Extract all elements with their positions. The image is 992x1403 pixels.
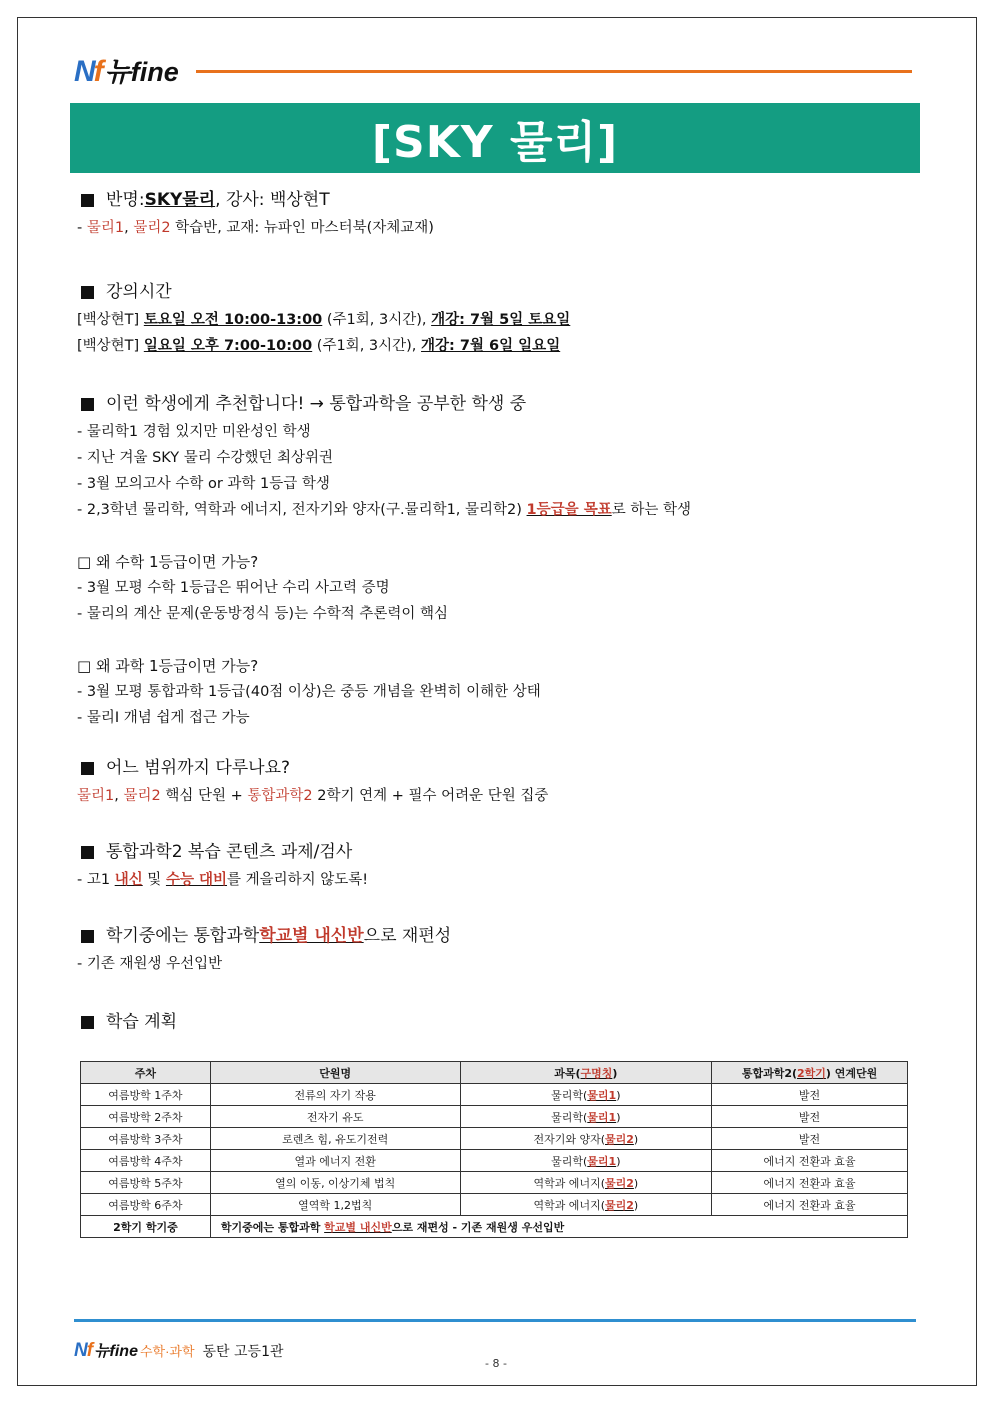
cell-link: 발전 <box>712 1128 908 1150</box>
footer-campus: 동탄 고등1관 <box>202 1344 284 1360</box>
table-row <box>81 1106 908 1128</box>
cell-subject: 물리학(물리1) <box>460 1084 712 1106</box>
cell-week: 2학기 학기중 <box>81 1216 211 1238</box>
main-content <box>77 185 917 1037</box>
class-info-line: - 물리1, 물리2 학습반, 교재: 뉴파인 마스터북(자체교재) <box>77 220 434 236</box>
cell-link: 발전 <box>712 1084 908 1106</box>
cell-week: 여름방학 4주차 <box>81 1150 211 1172</box>
square-bullet-icon <box>81 762 94 775</box>
class-info-heading: 반명: SKY물리 , 강사: 백상현T <box>77 185 917 215</box>
list-item: - 2,3학년 물리학, 역학과 에너지, 전자기와 양자(구.물리학1, 물리학2) 1등급을 목표로 하는 학생 <box>77 502 691 518</box>
col-week: 주차 <box>81 1062 211 1084</box>
logo-text: 뉴fine <box>104 57 179 87</box>
schedule-row: [백상현T] 토요일 오전 10:00-13:00 (주1회, 3시간), 개강: 7월 5일 토요일 <box>77 312 571 328</box>
table-header-row <box>81 1062 908 1084</box>
page-title: [SKY 물리] <box>371 117 619 168</box>
cell-week: 여름방학 1주차 <box>81 1084 211 1106</box>
scope-line: 물리1, 물리2 핵심 단원 + 통합과학2 2학기 연계 + 필수 어려운 단원 집중 <box>77 788 549 804</box>
square-bullet-icon <box>81 1016 94 1029</box>
table-row <box>81 1128 908 1150</box>
footer-logo-text: 뉴fine <box>94 1343 138 1360</box>
cell-unit: 전류의 자기 작용 <box>210 1084 460 1106</box>
table-row <box>81 1150 908 1172</box>
list-item: - 3월 모평 수학 1등급은 뛰어난 수리 사고력 증명 <box>77 580 390 596</box>
cell-unit: 전자기 유도 <box>210 1106 460 1128</box>
table-row <box>81 1084 908 1106</box>
schedule-row: [백상현T] 일요일 오후 7:00-10:00 (주1회, 3시간), 개강: 7월 6일 일요일 <box>77 338 561 354</box>
square-bullet-icon <box>81 286 94 299</box>
table-row-semester <box>81 1216 908 1238</box>
square-bullet-icon <box>81 930 94 943</box>
col-link: 통합과학2(2학기) 연계단원 <box>712 1062 908 1084</box>
cell-link: 에너지 전환과 효율 <box>712 1172 908 1194</box>
header-logo <box>74 50 179 89</box>
cell-semester-note: 학기중에는 통합과학 학교별 내신반으로 재편성 - 기존 재원생 우선입반 <box>210 1216 907 1238</box>
col-unit: 단원명 <box>210 1062 460 1084</box>
square-bullet-icon <box>81 846 94 859</box>
plan-heading: 학습 계획 <box>77 1007 917 1037</box>
why-science-heading: □ 왜 과학 1등급이면 가능? <box>77 657 259 675</box>
scope-heading: 어느 범위까지 다루나요? <box>77 753 917 783</box>
cell-unit: 로렌츠 힘, 유도기전력 <box>210 1128 460 1150</box>
cell-link: 에너지 전환과 효율 <box>712 1150 908 1172</box>
review-heading: 통합과학2 복습 콘텐츠 과제/검사 <box>77 837 917 867</box>
cell-subject: 역학과 에너지(물리2) <box>460 1172 712 1194</box>
footer-subjects: 수학·과학 <box>139 1344 195 1359</box>
header-divider <box>196 70 912 73</box>
col-subject: 과목(구명칭) <box>460 1062 712 1084</box>
list-item: - 지난 겨울 SKY 물리 수강했던 최상위권 <box>77 450 334 466</box>
why-math-heading: □ 왜 수학 1등급이면 가능? <box>77 553 259 571</box>
recommend-heading: 이런 학생에게 추천합니다! → 통합과학을 공부한 학생 중 <box>77 389 917 419</box>
cell-week: 여름방학 6주차 <box>81 1194 211 1216</box>
semester-heading: 학기중에는 통합과학 학교별 내신반 으로 재편성 <box>77 921 917 951</box>
square-bullet-icon <box>81 194 94 207</box>
nf-logo-icon: Nf <box>74 55 102 88</box>
study-plan-table <box>80 1061 908 1238</box>
cell-subject: 물리학(물리1) <box>460 1150 712 1172</box>
nf-logo-icon: Nf <box>74 1340 93 1361</box>
table-row <box>81 1194 908 1216</box>
cell-subject: 전자기와 양자(물리2) <box>460 1128 712 1150</box>
list-item: - 기존 재원생 우선입반 <box>77 956 223 972</box>
cell-week: 여름방학 5주차 <box>81 1172 211 1194</box>
table-row <box>81 1172 908 1194</box>
cell-subject: 역학과 에너지(물리2) <box>460 1194 712 1216</box>
class-name: SKY물리 <box>144 190 216 210</box>
cell-unit: 열역학 1,2법칙 <box>210 1194 460 1216</box>
footer-divider <box>74 1319 916 1322</box>
list-item: - 3월 모의고사 수학 or 과학 1등급 학생 <box>77 476 330 492</box>
cell-subject: 물리학(물리1) <box>460 1106 712 1128</box>
cell-week: 여름방학 3주차 <box>81 1128 211 1150</box>
page-number: - 8 - <box>485 1357 507 1370</box>
review-line: - 고1 내신 및 수능 대비를 게을리하지 않도록! <box>77 872 369 888</box>
cell-link: 에너지 전환과 효율 <box>712 1194 908 1216</box>
cell-link: 발전 <box>712 1106 908 1128</box>
list-item: - 물리Ⅰ 개념 쉽게 접근 가능 <box>77 710 250 726</box>
list-item: - 물리의 계산 문제(운동방정식 등)는 수학적 추론력이 핵심 <box>77 606 448 622</box>
schedule-heading: 강의시간 <box>77 277 917 307</box>
list-item: - 물리학1 경험 있지만 미완성인 학생 <box>77 424 311 440</box>
list-item: - 3월 모평 통합과학 1등급(40점 이상)은 중등 개념을 완벽히 이해한 상태 <box>77 684 541 700</box>
cell-unit: 열의 이동, 이상기체 법칙 <box>210 1172 460 1194</box>
square-bullet-icon <box>81 398 94 411</box>
cell-week: 여름방학 2주차 <box>81 1106 211 1128</box>
title-banner <box>70 103 920 173</box>
cell-unit: 열과 에너지 전환 <box>210 1150 460 1172</box>
